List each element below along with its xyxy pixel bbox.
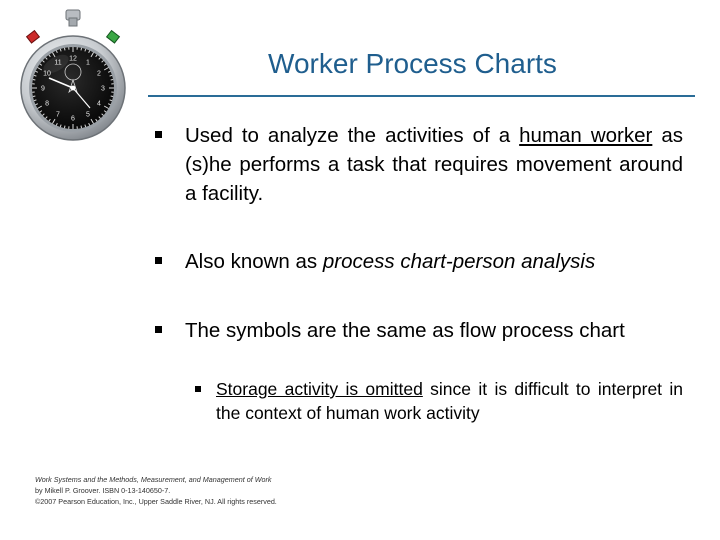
bullet-marker bbox=[155, 326, 162, 333]
dial-number: 6 bbox=[71, 115, 75, 123]
bullet-3 bbox=[155, 316, 683, 345]
bullet-1-text-end: as (s)he performs a task that requires movement around a facility. bbox=[185, 124, 683, 205]
dial-number: 10 bbox=[43, 70, 51, 78]
dial-tick bbox=[81, 48, 82, 50]
footer-copyright: ©2007 Pearson Education, Inc., Upper Saddle River, NJ. All rights reserved. bbox=[35, 497, 277, 506]
footer-book-title: Work Systems and the Methods, Measurement, and Management of Work bbox=[35, 475, 272, 484]
dial-number: 5 bbox=[86, 111, 90, 119]
bullet-2-italic-text: process chart-person analysis bbox=[322, 250, 596, 273]
dial-tick bbox=[33, 79, 35, 80]
dial-number: 8 bbox=[45, 100, 49, 108]
title-divider bbox=[148, 95, 695, 97]
bullet-3-sub-text-end: since it is difficult to interpret in the context of human work activity bbox=[216, 379, 684, 423]
dial-tick bbox=[111, 96, 113, 97]
bullet-2 bbox=[155, 247, 683, 276]
footer-author-isbn: by Mikell P. Groover. ISBN 0-13-140650-7. bbox=[35, 486, 171, 495]
dial-number: 1 bbox=[86, 59, 90, 67]
bullet-2-text-start: Also known as bbox=[185, 250, 323, 273]
bullet-3-sub-underlined-text: Storage activity is omitted bbox=[216, 379, 423, 399]
bullet-marker bbox=[155, 131, 162, 138]
stopwatch-icon bbox=[18, 8, 128, 153]
bullet-3-text: The symbols are the same as flow process chart bbox=[185, 319, 625, 342]
dial-tick bbox=[64, 126, 65, 128]
dial-number: 2 bbox=[97, 70, 101, 78]
bullet-3-sub-text bbox=[216, 377, 683, 425]
dial-tick bbox=[33, 96, 35, 97]
slide-title: Worker Process Charts bbox=[268, 48, 557, 79]
bullet-1-text-start: Used to analyze the activities of a bbox=[185, 124, 520, 147]
dial-tick bbox=[64, 48, 65, 50]
bullet-marker bbox=[195, 386, 201, 392]
dial-number: 9 bbox=[41, 85, 45, 93]
bullet-2-text bbox=[185, 247, 683, 276]
bullet-1-underlined-text: human worker bbox=[519, 124, 653, 147]
dial-tick bbox=[111, 79, 113, 80]
bullet-3-sub bbox=[195, 377, 683, 425]
dial-number: 11 bbox=[54, 59, 62, 67]
dial-number: 3 bbox=[101, 85, 105, 93]
dial-number: 4 bbox=[97, 100, 101, 108]
dial-tick bbox=[81, 126, 82, 128]
bullet-1-text bbox=[185, 121, 683, 208]
bullet-1 bbox=[155, 121, 683, 208]
dial-number: 7 bbox=[56, 111, 60, 119]
bullet-marker bbox=[155, 257, 162, 264]
copyright-footer bbox=[35, 474, 355, 507]
dial-number: 12 bbox=[69, 55, 77, 63]
